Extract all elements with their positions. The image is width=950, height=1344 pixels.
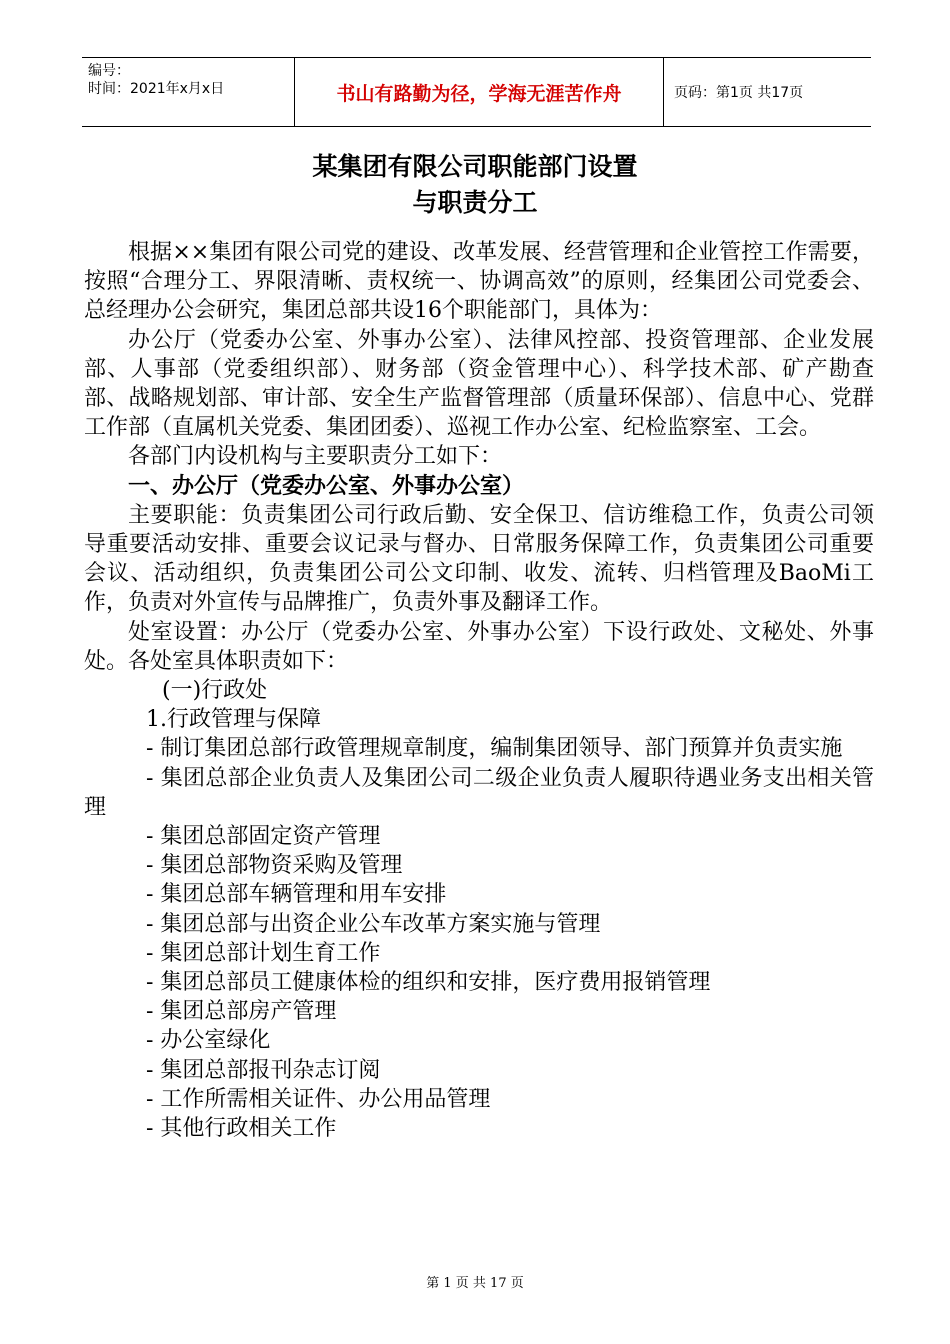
duty-item: - 其他行政相关工作 bbox=[146, 1116, 337, 1142]
document-title-line1: 某集团有限公司职能部门设置 bbox=[312, 152, 638, 181]
duty-item: - 集团总部报刊杂志订阅 bbox=[146, 1057, 381, 1083]
duty-item: - 集团总部房产管理 bbox=[146, 999, 337, 1025]
duty-item: - 工作所需相关证件、办公用品管理 bbox=[146, 1086, 491, 1112]
subsubsection-heading: 1.行政管理与保障 bbox=[146, 707, 321, 733]
duty-item: - 集团总部物资采购及管理 bbox=[146, 853, 403, 879]
duty-item: - 集团总部计划生育工作 bbox=[146, 940, 381, 966]
document-time-label: 时间：2021年x月x日 bbox=[88, 81, 225, 97]
header-meta bbox=[82, 58, 294, 126]
paragraph-office-setup: 处室设置：办公厅（党委办公室、外事办公室）下设行政处、文秘处、外事处。各处室具体职责如下： bbox=[84, 619, 874, 674]
duty-item: - 制订集团总部行政管理规章制度，编制集团领导、部门预算并负责实施 bbox=[146, 736, 843, 762]
document-title-line2: 与职责分工 bbox=[412, 188, 538, 217]
subsection-heading: (一)行政处 bbox=[162, 678, 268, 704]
document-header bbox=[82, 57, 871, 127]
duty-item: - 集团总部与出资企业公车改革方案实施与管理 bbox=[146, 911, 601, 937]
document-body bbox=[84, 238, 874, 1143]
section-heading: 一、办公厅（党委办公室、外事办公室） bbox=[128, 473, 525, 499]
paragraph-division: 各部门内设机构与主要职责分工如下： bbox=[128, 444, 503, 470]
paragraph-main-functions: 主要职能：负责集团公司行政后勤、安全保卫、信访维稳工作，负责公司领导重要活动安排、重要会议记录与督办、日常服务保障工作，负责集团公司重要会议、活动组织，负责集团公司公文印制、收发、流转、归档管理及BaoMi工作，负责对外宣传与品牌推广，负责外事及翻译工作。 bbox=[84, 502, 874, 616]
paragraph-intro: 根据××集团有限公司党的建设、改革发展、经营管理和企业管控工作需要，按照“合理分工、界限清晰、责权统一、协调高效”的原则，经集团公司党委会、总经理办公会研究，集团总部共设16个职能部门，具体为： bbox=[84, 240, 874, 324]
page-footer: 第 1 页 共 17 页 bbox=[426, 1276, 524, 1291]
duty-item: - 集团总部员工健康体检的组织和安排，医疗费用报销管理 bbox=[146, 970, 711, 996]
header-motto: 书山有路勤为径，学海无涯苦作舟 bbox=[294, 58, 664, 126]
duty-item: - 集团总部企业负责人及集团公司二级企业负责人履职待遇业务支出相关管理 bbox=[84, 765, 874, 820]
header-page-info: 页码：第1页 共17页 bbox=[674, 85, 804, 101]
duty-item: - 集团总部固定资产管理 bbox=[146, 824, 381, 850]
duty-item: - 办公室绿化 bbox=[146, 1028, 271, 1054]
paragraph-departments: 办公厅（党委办公室、外事办公室）、法律风控部、投资管理部、企业发展部、人事部（党委组织部）、财务部（资金管理中心）、科学技术部、矿产勘查部、战略规划部、审计部、安全生产监督管理部（质量环保部）、信息中心、党群工作部（直属机关党委、集团团委）、巡视工作办公室、纪检监察室、工会。 bbox=[84, 327, 874, 441]
document-number-label: 编号： bbox=[88, 63, 130, 79]
duty-item: - 集团总部车辆管理和用车安排 bbox=[146, 882, 447, 908]
